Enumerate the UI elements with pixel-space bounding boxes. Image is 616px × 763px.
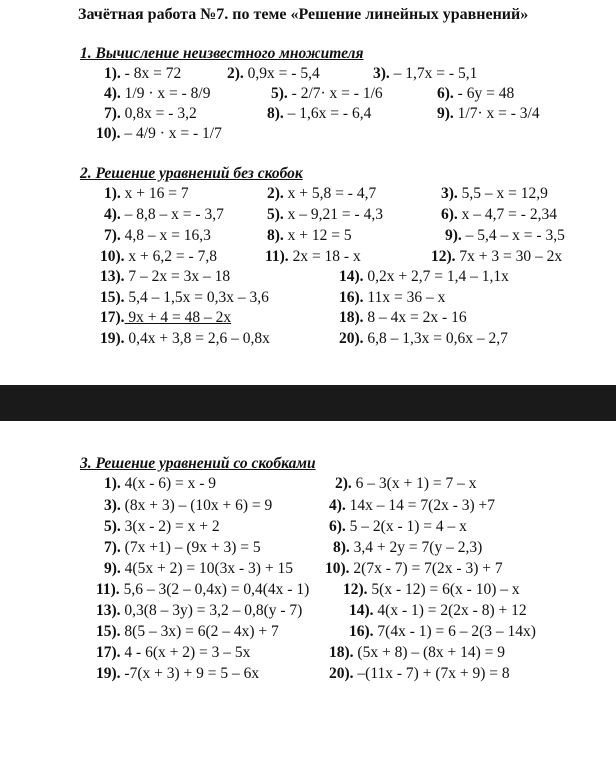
s1-eq-7: 7). 0,8x = - 3,2 xyxy=(104,105,197,122)
s3-eq-17: 17). 4 - 6(x + 2) = 3 – 5x xyxy=(96,644,251,661)
s3-eq-13: 13). 0,3(8 – 3y) = 3,2 – 0,8(y - 7) xyxy=(96,602,303,619)
s2-eq-10: 10). x + 6,2 = - 7,8 xyxy=(100,248,217,265)
s3-eq-3: 3). (8x + 3) – (10x + 6) = 9 xyxy=(104,497,273,514)
s3-eq-5: 5). 3(x - 2) = x + 2 xyxy=(104,518,220,535)
s2-eq-2: 2). x + 5,8 = - 4,7 xyxy=(267,185,377,202)
s3-eq-18: 18). (5x + 8) – (8x + 14) = 9 xyxy=(329,644,506,661)
s2-eq-11: 11). 2x = 18 - x xyxy=(265,248,361,265)
s1-eq-6: 6). - 6y = 48 xyxy=(437,85,515,102)
s3-eq-4: 4). 14x – 14 = 7(2x - 3) +7 xyxy=(329,497,496,514)
s3-eq-1: 1). 4(x - 6) = x - 9 xyxy=(104,475,217,492)
s3-eq-12: 12). 5(x - 12) = 6(x - 10) – x xyxy=(343,581,520,598)
s2-eq-7: 7). 4,8 – x = 16,3 xyxy=(104,227,211,244)
s2-eq-15: 15). 5,4 – 1,5x = 0,3x – 3,6 xyxy=(100,289,269,306)
s2-eq-4: 4). – 8,8 – x = - 3,7 xyxy=(104,206,224,223)
section-2-heading: 2. Решение уравнений без скобок xyxy=(80,165,303,182)
s1-eq-10: 10). – 4/9 · x = - 1/7 xyxy=(96,125,222,142)
s1-eq-9: 9). 1/7· x = - 3/4 xyxy=(437,105,540,122)
s3-eq-16: 16). 7(4x - 1) = 6 – 2(3 – 14x) xyxy=(349,623,536,640)
s2-eq-1: 1). x + 16 = 7 xyxy=(104,185,189,202)
s2-eq-16: 16). 11x = 36 – x xyxy=(339,289,446,306)
s3-eq-19: 19). -7(x + 3) + 9 = 5 – 6x xyxy=(96,665,260,682)
s1-eq-4: 4). 1/9 · x = - 8/9 xyxy=(104,85,211,102)
black-divider-band xyxy=(0,385,616,421)
s3-eq-14: 14). 4(x - 1) = 2(2x - 8) + 12 xyxy=(349,602,527,619)
s2-eq-18: 18). 8 – 4x = 2x - 16 xyxy=(339,309,467,326)
s1-eq-1: 1). - 8x = 72 xyxy=(104,65,182,82)
section-3-heading: 3. Решение уравнений со скобками xyxy=(80,455,316,472)
worksheet-title: Зачётная работа №7. по теме «Решение линейных уравнений» xyxy=(78,6,529,23)
s2-eq-8: 8). x + 12 = 5 xyxy=(267,227,352,244)
s1-eq-8: 8). – 1,6x = - 6,4 xyxy=(267,105,372,122)
s2-eq-20: 20). 6,8 – 1,3x = 0,6x – 2,7 xyxy=(339,330,508,347)
s1-eq-2: 2). 0,9x = - 5,4 xyxy=(227,65,320,82)
s3-eq-7: 7). (7x +1) – (9x + 3) = 5 xyxy=(104,539,261,556)
s2-eq-12: 12). 7x + 3 = 30 – 2x xyxy=(431,248,563,265)
s3-eq-10: 10). 2(7x - 7) = 7(2x - 3) + 7 xyxy=(325,560,503,577)
s2-eq-14: 14). 0,2x + 2,7 = 1,4 – 1,1x xyxy=(339,268,509,285)
s2-eq-13: 13). 7 – 2x = 3x – 18 xyxy=(100,268,231,285)
s2-eq-9: 9). – 5,4 – x = - 3,5 xyxy=(445,227,565,244)
s2-eq-5: 5). x – 9,21 = - 4,3 xyxy=(267,206,383,223)
s3-eq-20: 20). –(11x - 7) + (7x + 9) = 8 xyxy=(329,665,510,682)
s2-eq-17: 17). 9x + 4 = 48 – 2x xyxy=(100,309,232,326)
s3-eq-15: 15). 8(5 – 3x) = 6(2 – 4x) + 7 xyxy=(96,623,279,640)
s3-eq-9: 9). 4(5x + 2) = 10(3x - 3) + 15 xyxy=(104,560,293,577)
s1-eq-3: 3). – 1,7x = - 5,1 xyxy=(373,65,478,82)
s2-eq-19: 19). 0,4x + 3,8 = 2,6 – 0,8x xyxy=(100,330,270,347)
s3-eq-11: 11). 5,6 – 3(2 – 0,4x) = 0,4(4x - 1) xyxy=(96,581,310,598)
s3-eq-8: 8). 3,4 + 2y = 7(y – 2,3) xyxy=(333,539,483,556)
s3-eq-2: 2). 6 – 3(x + 1) = 7 – x xyxy=(335,475,477,492)
section-1-heading: 1. Вычисление неизвестного множителя xyxy=(80,45,364,62)
s3-eq-6: 6). 5 – 2(x - 1) = 4 – x xyxy=(329,518,467,535)
s2-eq-3: 3). 5,5 – x = 12,9 xyxy=(441,185,548,202)
s1-eq-5: 5). - 2/7· x = - 1/6 xyxy=(271,85,383,102)
s2-eq-6: 6). x – 4,7 = - 2,34 xyxy=(441,206,557,223)
